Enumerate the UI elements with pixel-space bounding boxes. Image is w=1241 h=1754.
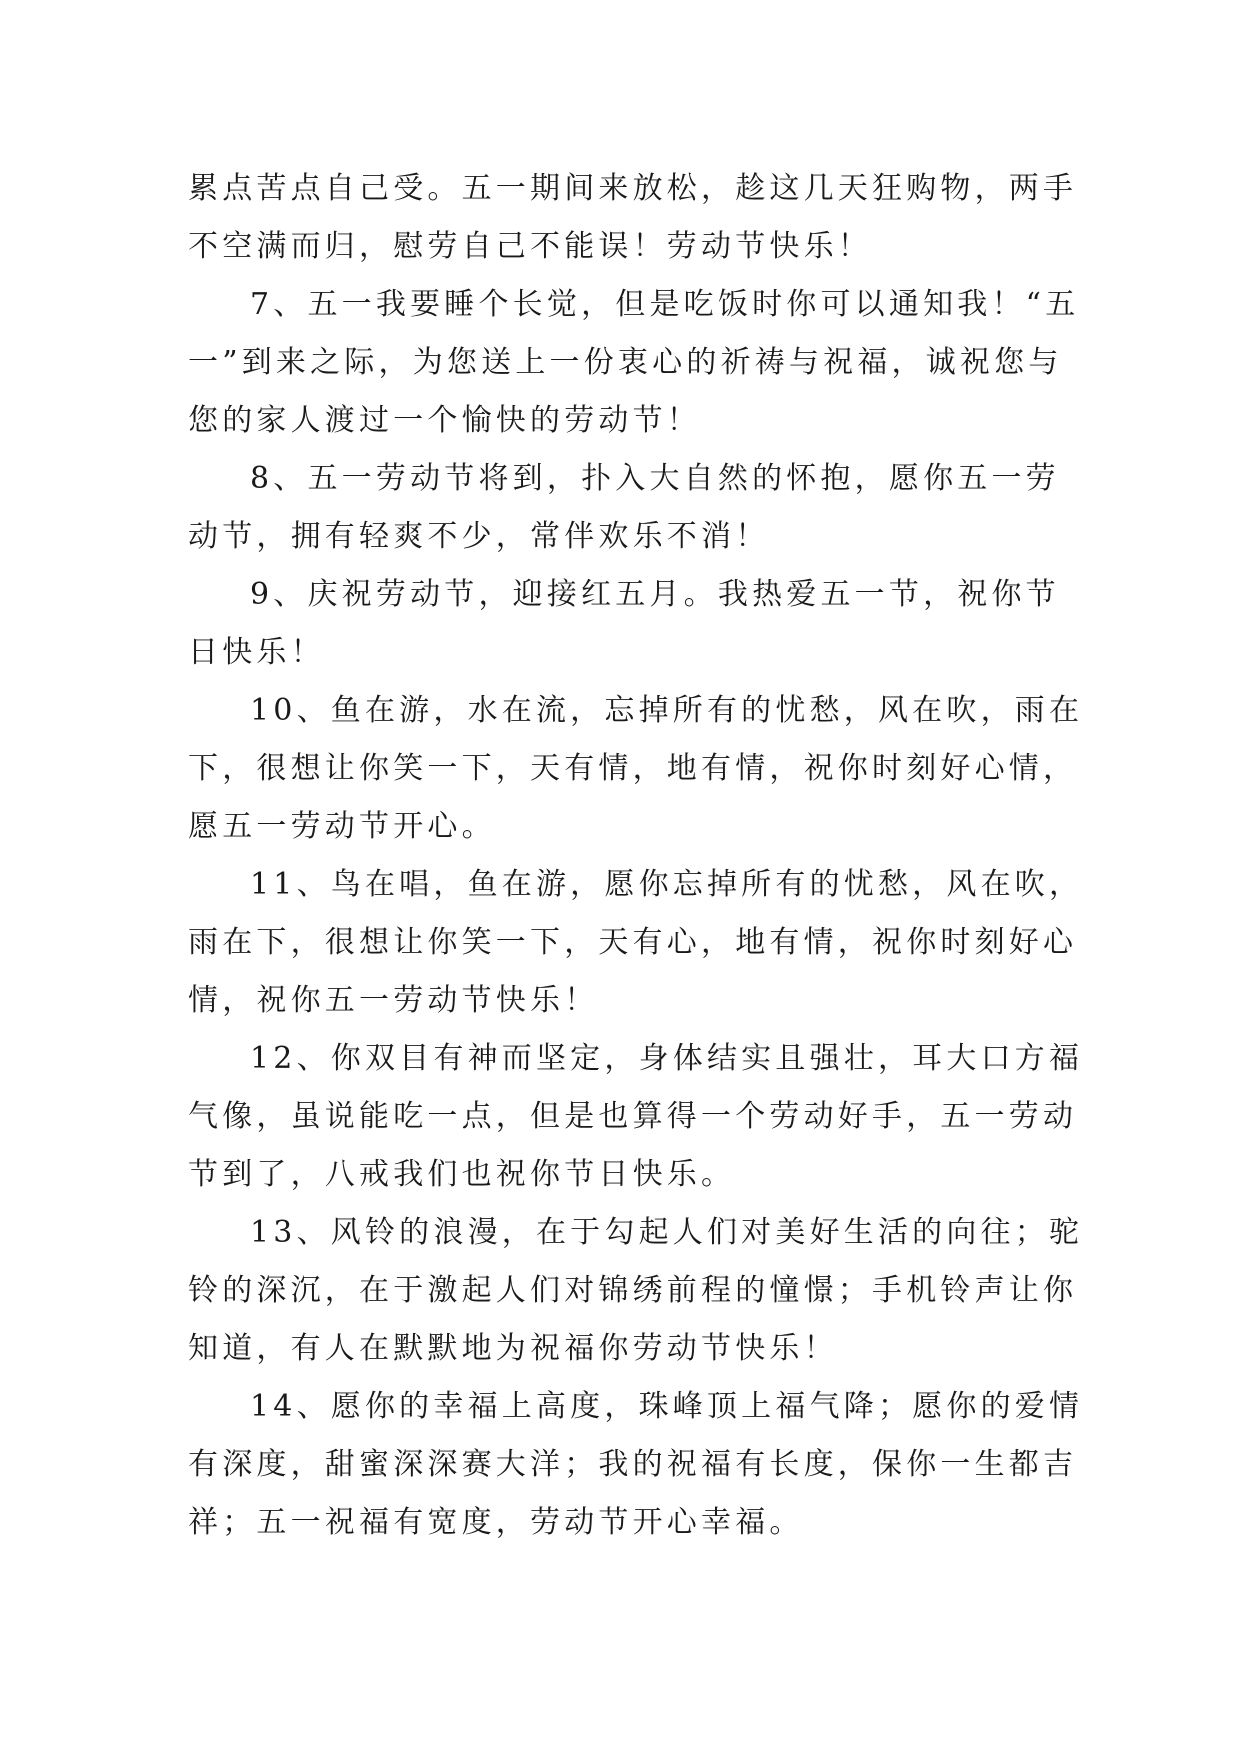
paragraph-item-12 bbox=[188, 1030, 1084, 1204]
paragraph-item-10 bbox=[188, 682, 1084, 856]
paragraph-item-11 bbox=[188, 856, 1084, 1030]
text-line: 一”到来之际，为您送上一份衷心的祈祷与祝福，诚祝您与 bbox=[188, 345, 1063, 380]
text-line: 雨在下，很想让你笑一下，天有心，地有情，祝你时刻好心 bbox=[188, 925, 1078, 960]
text-line: 愿五一劳动节开心。 bbox=[188, 809, 496, 844]
paragraph-item-9 bbox=[188, 566, 1068, 682]
text-line: 12、你双目有神而坚定，身体结实且强壮，耳大口方福 bbox=[250, 1041, 1084, 1076]
text-line: 祥；五一祝福有宽度，劳动节开心幸福。 bbox=[188, 1505, 804, 1540]
text-line: 下，很想让你笑一下，天有情，地有情，祝你时刻好心情， bbox=[188, 751, 1078, 786]
paragraph-item-8 bbox=[188, 450, 1068, 566]
text-line: 有深度，甜蜜深深赛大洋；我的祝福有长度，保你一生都吉 bbox=[188, 1447, 1078, 1482]
paragraph-item-13 bbox=[188, 1204, 1084, 1378]
paragraph-item-7 bbox=[188, 276, 1080, 450]
text-line: 7、五一我要睡个长觉，但是吃饭时你可以通知我！“五 bbox=[250, 287, 1080, 322]
text-line: 动节，拥有轻爽不少，常伴欢乐不消！ bbox=[188, 519, 770, 554]
text-line: 8、五一劳动节将到，扑入大自然的怀抱，愿你五一劳 bbox=[250, 461, 1060, 496]
text-line: 铃的深沉，在于激起人们对锦绣前程的憧憬；手机铃声让你 bbox=[188, 1273, 1078, 1308]
text-line: 9、庆祝劳动节，迎接红五月。我热爱五一节，祝你节 bbox=[250, 577, 1060, 612]
paragraph-item-14 bbox=[188, 1378, 1084, 1552]
text-line: 节到了，八戒我们也祝你节日快乐。 bbox=[188, 1157, 736, 1192]
text-line: 气像，虽说能吃一点，但是也算得一个劳动好手，五一劳动 bbox=[188, 1099, 1078, 1134]
text-line: 14、愿你的幸福上高度，珠峰顶上福气降；愿你的爱情 bbox=[250, 1389, 1084, 1424]
document-body bbox=[188, 160, 1084, 1552]
text-line: 您的家人渡过一个愉快的劳动节！ bbox=[188, 403, 701, 438]
text-line: 不空满而归，慰劳自己不能误！劳动节快乐！ bbox=[188, 229, 872, 264]
text-line: 13、风铃的浪漫，在于勾起人们对美好生活的向往；驼 bbox=[250, 1215, 1084, 1250]
text-line: 日快乐！ bbox=[188, 635, 325, 670]
text-line: 11、鸟在唱，鱼在游，愿你忘掉所有的忧愁，风在吹， bbox=[250, 867, 1084, 902]
text-line: 累点苦点自己受。五一期间来放松，趁这几天狂购物，两手 bbox=[188, 171, 1078, 206]
text-line: 知道，有人在默默地为祝福你劳动节快乐！ bbox=[188, 1331, 838, 1366]
paragraph-continuation bbox=[188, 160, 1078, 276]
text-line: 10、鱼在游，水在流，忘掉所有的忧愁，风在吹，雨在 bbox=[250, 693, 1084, 728]
text-line: 情，祝你五一劳动节快乐！ bbox=[188, 983, 599, 1018]
